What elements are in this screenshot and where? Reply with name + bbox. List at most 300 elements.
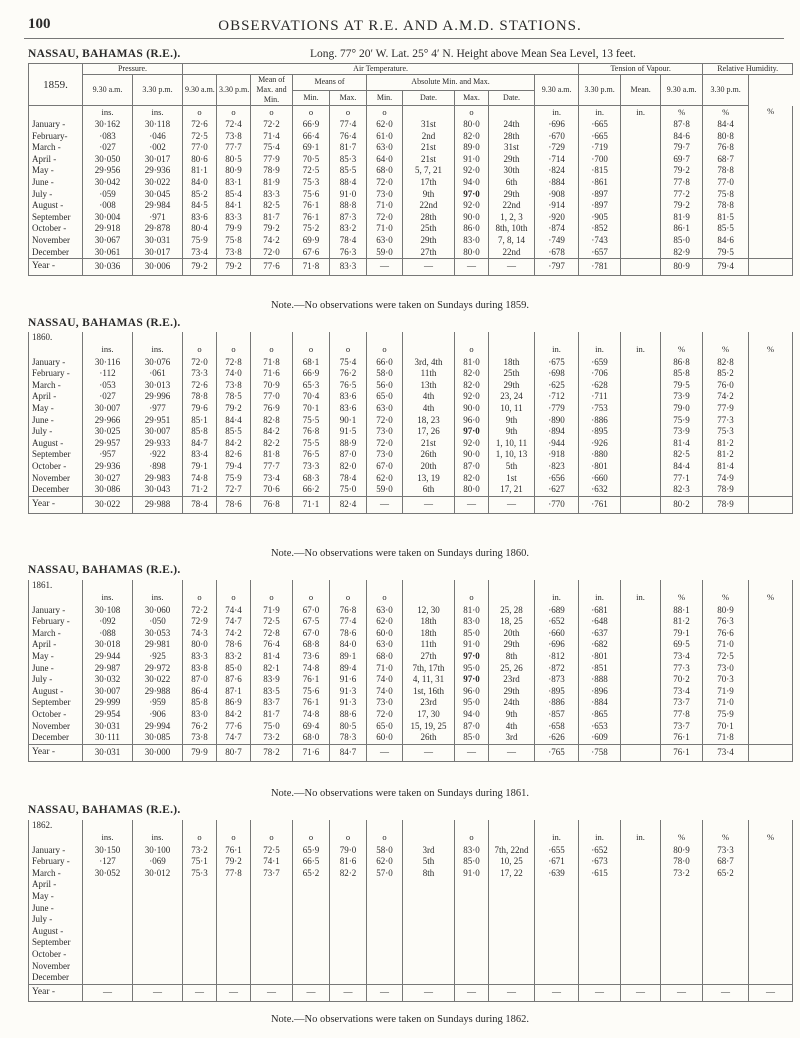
data-cell: 30·108 <box>83 605 133 617</box>
data-cell: ·053 <box>83 380 133 392</box>
table-row <box>29 223 793 235</box>
data-cell: 76·9 <box>251 403 293 415</box>
data-cell: 73·4 <box>661 686 703 698</box>
data-cell <box>661 949 703 961</box>
table-row <box>29 131 793 143</box>
data-cell <box>489 926 535 938</box>
data-cell: 73·0 <box>367 697 403 709</box>
table-row <box>29 674 793 686</box>
empty-cell <box>330 820 367 832</box>
data-cell <box>133 926 183 938</box>
data-cell: 73·3 <box>293 461 330 473</box>
data-cell <box>749 926 793 938</box>
empty-cell <box>29 106 83 120</box>
col-header: 3.30 p.m. <box>579 75 621 106</box>
data-cell: 30·022 <box>133 674 183 686</box>
data-cell: 78·4 <box>330 473 367 485</box>
data-cell: 73·7 <box>661 721 703 733</box>
table-row <box>29 891 793 903</box>
unit-cell: o <box>183 344 217 357</box>
data-cell: 83·2 <box>330 223 367 235</box>
data-cell: 79·1 <box>183 461 217 473</box>
empty-cell <box>133 332 183 344</box>
data-cell: 81·2 <box>661 616 703 628</box>
data-cell: 76·1 <box>661 744 703 761</box>
data-cell: 91·3 <box>330 697 367 709</box>
data-cell: 72·0 <box>251 247 293 259</box>
data-cell: — <box>367 496 403 513</box>
year-label: 1862. <box>29 820 83 832</box>
data-cell: ·092 <box>83 616 133 628</box>
data-cell <box>330 949 367 961</box>
data-cell: — <box>455 984 489 1001</box>
data-cell <box>749 484 793 496</box>
unit-cell: in. <box>535 832 579 845</box>
data-cell: 77·0 <box>183 142 217 154</box>
data-cell: 81·5 <box>703 212 749 224</box>
data-cell <box>455 972 489 984</box>
data-cell: 77·9 <box>703 403 749 415</box>
unit-cell: o <box>251 106 293 120</box>
data-cell: 80·2 <box>661 496 703 513</box>
data-cell: 96·0 <box>455 415 489 427</box>
air-temp-header: Air Temperature. <box>183 64 579 75</box>
data-cell: 76·3 <box>703 616 749 628</box>
empty-cell <box>489 820 535 832</box>
data-cell <box>367 972 403 984</box>
data-cell: ·815 <box>579 165 621 177</box>
data-cell: 71·1 <box>293 496 330 513</box>
data-cell <box>367 891 403 903</box>
data-cell <box>749 449 793 461</box>
data-cell: 82·5 <box>661 449 703 461</box>
empty-cell <box>29 832 83 845</box>
data-cell <box>621 926 661 938</box>
data-cell: 29·988 <box>133 496 183 513</box>
data-cell: 67·0 <box>293 628 330 640</box>
data-cell: 84·4 <box>217 415 251 427</box>
data-cell <box>217 914 251 926</box>
month-label: July - <box>29 674 83 686</box>
data-cell: 9th <box>489 709 535 721</box>
data-cell: 85·2 <box>703 368 749 380</box>
data-cell <box>621 426 661 438</box>
data-cell <box>293 937 330 949</box>
data-cell: 82·8 <box>703 357 749 369</box>
table-row <box>29 247 793 259</box>
data-cell <box>455 961 489 973</box>
data-cell: 30·031 <box>83 744 133 761</box>
data-cell <box>489 891 535 903</box>
data-cell: ·886 <box>535 697 579 709</box>
data-cell: 82·0 <box>455 380 489 392</box>
data-cell: 71·8 <box>251 357 293 369</box>
data-cell <box>489 972 535 984</box>
data-cell <box>621 651 661 663</box>
unit-cell: o <box>183 592 217 605</box>
table-row <box>29 856 793 868</box>
month-label: February - <box>29 368 83 380</box>
data-cell <box>403 949 455 961</box>
data-cell <box>621 165 661 177</box>
data-cell <box>749 903 793 915</box>
data-cell <box>183 879 217 891</box>
data-cell: 78·5 <box>217 391 251 403</box>
data-cell: 77·0 <box>703 177 749 189</box>
data-cell: ·678 <box>535 247 579 259</box>
data-cell: 25th <box>489 368 535 380</box>
data-cell: 73·6 <box>293 651 330 663</box>
data-cell: 21st <box>403 142 455 154</box>
data-cell: 13th <box>403 380 455 392</box>
data-cell <box>535 891 579 903</box>
station-location: Long. 77° 20′ W. Lat. 25° 4′ N. Height above Mean Sea Level, 13 feet. <box>310 48 636 60</box>
data-cell: 80·9 <box>217 165 251 177</box>
data-cell <box>579 914 621 926</box>
data-cell: 87·0 <box>455 721 489 733</box>
data-cell: 71·0 <box>703 697 749 709</box>
data-cell <box>661 914 703 926</box>
data-cell: ·712 <box>535 391 579 403</box>
data-cell: ·898 <box>133 461 183 473</box>
data-cell <box>83 972 133 984</box>
month-label: November <box>29 473 83 485</box>
unit-cell: o <box>217 592 251 605</box>
data-cell: — <box>183 984 217 1001</box>
data-cell <box>293 961 330 973</box>
data-cell <box>83 891 133 903</box>
data-cell: 70·1 <box>293 403 330 415</box>
unit-cell: o <box>367 344 403 357</box>
data-cell: 28th <box>403 212 455 224</box>
month-label: December <box>29 972 83 984</box>
year-summary-label: Year - <box>29 744 83 761</box>
table-1859 <box>28 63 793 276</box>
data-cell <box>367 949 403 961</box>
data-cell: 30·111 <box>83 732 133 744</box>
data-cell: 70·6 <box>251 484 293 496</box>
data-cell: 91·0 <box>455 639 489 651</box>
data-cell: 83·8 <box>183 663 217 675</box>
table-row <box>29 639 793 651</box>
data-cell: 69·9 <box>293 235 330 247</box>
data-cell: — <box>403 984 455 1001</box>
empty-cell <box>330 580 367 592</box>
pressure-header: Pressure. <box>83 64 183 75</box>
data-cell: 70·4 <box>293 391 330 403</box>
data-cell: 30·076 <box>133 357 183 369</box>
data-cell <box>749 177 793 189</box>
data-cell: 83·5 <box>251 686 293 698</box>
data-cell <box>535 961 579 973</box>
data-cell: ·896 <box>579 686 621 698</box>
data-cell <box>621 177 661 189</box>
data-cell <box>83 914 133 926</box>
data-cell: 84·0 <box>330 639 367 651</box>
data-cell: 27th <box>403 651 455 663</box>
data-cell <box>661 903 703 915</box>
data-cell: 79·2 <box>183 259 217 276</box>
data-cell: ·670 <box>535 131 579 143</box>
data-cell: ·681 <box>579 605 621 617</box>
data-cell: 64·0 <box>367 154 403 166</box>
data-cell: 69·5 <box>661 639 703 651</box>
data-cell: ·719 <box>579 142 621 154</box>
data-cell: 80·5 <box>330 721 367 733</box>
data-cell: 5th <box>489 461 535 473</box>
data-cell: ·615 <box>579 868 621 880</box>
note-1859: Note.—No observations were taken on Sundays during 1859. <box>270 300 530 311</box>
table-row <box>29 200 793 212</box>
unit-cell: in. <box>621 832 661 845</box>
data-cell: 85·5 <box>703 223 749 235</box>
data-cell: 96·0 <box>455 686 489 698</box>
data-cell <box>621 639 661 651</box>
data-cell <box>403 903 455 915</box>
data-cell <box>535 914 579 926</box>
empty-cell <box>703 580 749 592</box>
data-cell: 85·5 <box>330 165 367 177</box>
data-cell: ·888 <box>579 674 621 686</box>
data-cell: 73·7 <box>661 697 703 709</box>
data-cell: 75·3 <box>703 426 749 438</box>
data-cell: 66·2 <box>293 484 330 496</box>
data-cell: 79·2 <box>661 165 703 177</box>
unit-cell: % <box>703 106 749 120</box>
data-cell: 77·7 <box>251 461 293 473</box>
data-cell: 17, 21 <box>489 484 535 496</box>
data-cell: 85·0 <box>455 732 489 744</box>
data-cell: ·914 <box>535 200 579 212</box>
data-cell: 60·0 <box>367 628 403 640</box>
data-cell <box>489 961 535 973</box>
data-cell: 74·2 <box>251 235 293 247</box>
data-cell: 81·7 <box>251 212 293 224</box>
data-cell: 78·6 <box>330 628 367 640</box>
month-label: February - <box>29 856 83 868</box>
data-cell: — <box>489 744 535 761</box>
data-cell <box>621 449 661 461</box>
data-cell <box>703 891 749 903</box>
data-cell: 83·1 <box>217 177 251 189</box>
units-row <box>29 592 793 605</box>
data-cell <box>133 914 183 926</box>
table-row <box>29 449 793 461</box>
data-cell: ·897 <box>579 189 621 201</box>
data-cell <box>293 879 330 891</box>
data-cell: 77·8 <box>661 177 703 189</box>
data-cell: 97·0 <box>455 189 489 201</box>
month-label: June - <box>29 903 83 915</box>
data-cell: 85·5 <box>217 426 251 438</box>
data-cell: ·660 <box>579 473 621 485</box>
year-summary-label: Year - <box>29 259 83 276</box>
data-cell: ·088 <box>83 628 133 640</box>
data-cell: 29th <box>489 686 535 698</box>
data-cell <box>749 709 793 721</box>
data-cell: 85·8 <box>661 368 703 380</box>
data-cell: 63·0 <box>367 142 403 154</box>
table-row <box>29 605 793 617</box>
empty-cell <box>749 332 793 344</box>
data-cell: 90·0 <box>455 449 489 461</box>
data-cell: 61·0 <box>367 131 403 143</box>
data-cell: ·801 <box>579 651 621 663</box>
data-cell: 73·8 <box>217 131 251 143</box>
data-cell: 25th <box>403 223 455 235</box>
month-label: May - <box>29 403 83 415</box>
data-cell: ·658 <box>535 721 579 733</box>
data-cell: ·002 <box>133 142 183 154</box>
data-cell <box>621 403 661 415</box>
empty-cell <box>403 580 455 592</box>
data-cell <box>293 914 330 926</box>
data-cell: 22nd <box>489 247 535 259</box>
data-cell: 85·3 <box>330 154 367 166</box>
data-cell <box>621 380 661 392</box>
col-header: 9.30 a.m. <box>535 75 579 106</box>
data-cell: 9th <box>489 426 535 438</box>
year-label: 1861. <box>29 580 83 592</box>
data-cell <box>83 949 133 961</box>
data-cell: 70·1 <box>703 721 749 733</box>
data-cell: ·886 <box>579 415 621 427</box>
data-cell: 73·3 <box>703 845 749 857</box>
data-cell: 79·4 <box>703 259 749 276</box>
data-cell: 66·9 <box>293 368 330 380</box>
data-cell: 30·013 <box>133 380 183 392</box>
data-cell: ·823 <box>535 461 579 473</box>
col-header: 9.30 a.m. <box>83 75 133 106</box>
data-cell: 30·085 <box>133 732 183 744</box>
note-1862: Note.—No observations were taken on Sundays during 1862. <box>270 1014 530 1025</box>
section-2-title <box>28 317 788 329</box>
data-cell: 67·5 <box>293 616 330 628</box>
data-cell: 68·0 <box>367 165 403 177</box>
unit-cell: in. <box>621 592 661 605</box>
data-cell: 73·8 <box>183 732 217 744</box>
data-cell: 92·0 <box>455 200 489 212</box>
month-label: September <box>29 449 83 461</box>
data-cell <box>217 972 251 984</box>
data-cell: 30th <box>489 165 535 177</box>
data-cell: 30·100 <box>133 845 183 857</box>
data-cell <box>251 926 293 938</box>
data-cell: 87·1 <box>217 686 251 698</box>
data-cell: 8th <box>403 868 455 880</box>
col-header: 9.30 a.m. <box>183 75 217 106</box>
data-cell <box>83 903 133 915</box>
data-cell: ·906 <box>133 709 183 721</box>
data-cell <box>621 903 661 915</box>
data-cell: 29·878 <box>133 223 183 235</box>
table-row <box>29 438 793 450</box>
data-cell: 29th <box>489 380 535 392</box>
table-1862 <box>28 820 793 1002</box>
data-cell <box>403 961 455 973</box>
data-cell: 90·0 <box>455 403 489 415</box>
data-cell <box>489 879 535 891</box>
data-cell: 29·994 <box>133 721 183 733</box>
data-cell: ·625 <box>535 380 579 392</box>
data-cell: 68·8 <box>293 639 330 651</box>
data-cell: 9th <box>489 415 535 427</box>
unit-cell: ins. <box>83 592 133 605</box>
data-cell: 78·9 <box>703 496 749 513</box>
data-cell <box>403 879 455 891</box>
unit-cell: ins. <box>83 344 133 357</box>
data-cell <box>183 937 217 949</box>
data-cell: 30·025 <box>83 426 133 438</box>
data-cell <box>621 357 661 369</box>
unit-cell: % <box>661 832 703 845</box>
data-cell: 94·0 <box>455 177 489 189</box>
data-cell: 75·4 <box>330 357 367 369</box>
data-cell <box>749 426 793 438</box>
data-cell <box>489 914 535 926</box>
unit-cell: in. <box>535 344 579 357</box>
table-row <box>29 235 793 247</box>
data-cell: ·112 <box>83 368 133 380</box>
data-cell: 17, 26 <box>403 426 455 438</box>
data-cell: 6th <box>489 177 535 189</box>
data-cell: 95·0 <box>455 663 489 675</box>
data-cell: 83·0 <box>183 709 217 721</box>
col-header: 3.30 p.m. <box>703 75 749 106</box>
data-cell <box>579 937 621 949</box>
data-cell: 63·0 <box>367 403 403 415</box>
data-cell: 74·8 <box>183 473 217 485</box>
month-label: January - <box>29 357 83 369</box>
empty-cell <box>579 820 621 832</box>
data-cell <box>579 949 621 961</box>
data-cell <box>535 903 579 915</box>
data-cell <box>749 686 793 698</box>
year-label: 1859. <box>29 64 83 106</box>
data-cell: 80·5 <box>217 154 251 166</box>
data-cell: ·852 <box>579 223 621 235</box>
col-header: Date. <box>403 90 455 106</box>
data-cell: 75·8 <box>217 235 251 247</box>
data-cell <box>330 937 367 949</box>
data-cell <box>749 380 793 392</box>
data-cell: 85·2 <box>183 189 217 201</box>
data-cell: 30·007 <box>83 686 133 698</box>
data-cell <box>621 616 661 628</box>
data-cell: 73·9 <box>661 426 703 438</box>
data-cell: 71·6 <box>293 744 330 761</box>
data-cell: 13, 19 <box>403 473 455 485</box>
month-label: September <box>29 697 83 709</box>
data-cell: 79·2 <box>217 403 251 415</box>
empty-cell <box>621 580 661 592</box>
data-cell: 70·5 <box>293 154 330 166</box>
data-cell: 29·987 <box>83 663 133 675</box>
data-cell: 30·116 <box>83 357 133 369</box>
data-cell: ·665 <box>579 119 621 131</box>
data-cell <box>621 200 661 212</box>
data-cell: 29th <box>489 639 535 651</box>
month-label: November <box>29 961 83 973</box>
month-label: November <box>29 721 83 733</box>
data-cell <box>749 949 793 961</box>
table-row <box>29 926 793 938</box>
data-cell <box>83 926 133 938</box>
data-cell: 66·9 <box>293 119 330 131</box>
table-row <box>29 461 793 473</box>
data-cell: 85·4 <box>217 189 251 201</box>
data-cell: 83·0 <box>455 235 489 247</box>
